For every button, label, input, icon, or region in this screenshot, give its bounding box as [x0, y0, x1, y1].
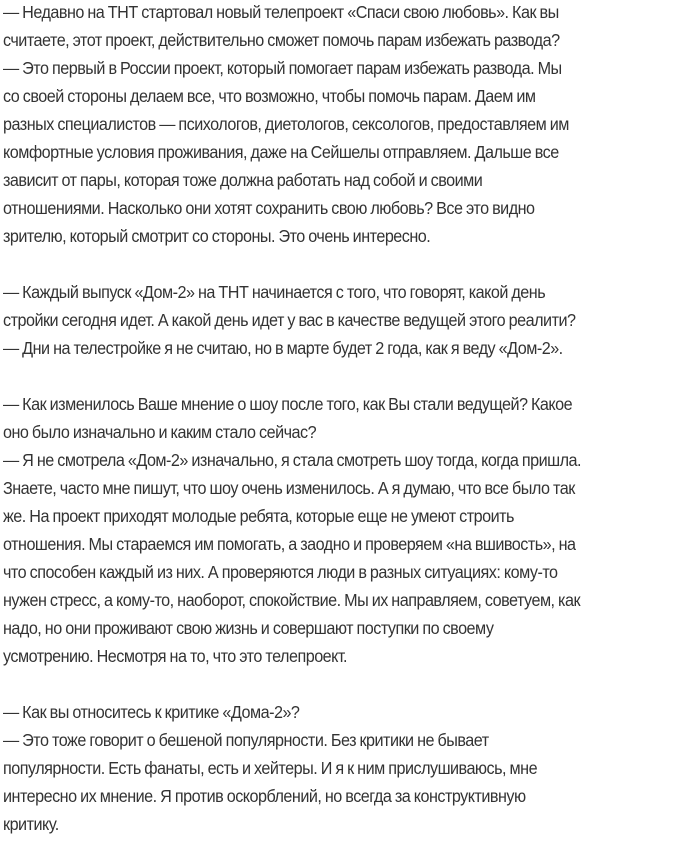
answer-line: популярности. Есть фанаты, есть и хейтеры. И я к ним прислушиваюсь, мне — [3, 758, 538, 778]
answer-line: Знаете, часто мне пишут, что шоу очень изменилось. А я думаю, что все было так — [3, 478, 575, 498]
answer-line: отношения. Мы стараемся им помогать, а заодно и проверяем «на вшивость», на — [3, 534, 576, 554]
answer-line: что способен каждый из них. А проверяются люди в разных ситуациях: кому-то — [3, 562, 558, 582]
answer-line: надо, но они проживают свою жизнь и совершают поступки по своему — [3, 618, 494, 638]
answer-line: нужен стресс, а кому-то, наоборот, спокойствие. Мы их направляем, советуем, как — [3, 590, 581, 610]
answer-line: же. На проект приходят молодые ребята, которые еще не умеют строить — [3, 506, 514, 526]
question-line: — Как вы относитесь к критике «Дома-2»? — [3, 702, 300, 722]
answer-line: усмотрению. Несмотря на то, что это телепроект. — [3, 646, 347, 666]
answer-line: разных специалистов — психологов, диетологов, сексологов, предоставляем им — [3, 114, 569, 134]
qa-block-new-show — [3, 0, 654, 250]
qa-block-days-hosting — [3, 278, 654, 362]
question-line: — Каждый выпуск «Дом-2» на ТНТ начинается с того, что говорят, какой день — [3, 282, 546, 302]
answer-line: — Это первый в России проект, который помогает парам избежать развода. Мы — [3, 58, 562, 78]
qa-block-criticism — [3, 698, 654, 838]
answer-line: — Это тоже говорит о бешеной популярности. Без критики не бывает — [3, 730, 489, 750]
answer-line: отношениями. Насколько они хотят сохранить свою любовь? Все это видно — [3, 198, 535, 218]
answer-line: зрителю, который смотрит со стороны. Это очень интересно. — [3, 226, 431, 246]
answer-line: комфортные условия проживания, даже на Сейшелы отправляем. Дальше все — [3, 142, 559, 162]
qa-block-opinion-change — [3, 390, 654, 670]
question-line: стройки сегодня идет. А какой день идет у вас в качестве ведущей этого реалити? — [3, 310, 576, 330]
interview-article — [3, 0, 654, 866]
question-line: оно было изначально и каким стало сейчас? — [3, 422, 317, 442]
answer-line: — Я не смотрела «Дом-2» изначально, я стала смотреть шоу тогда, когда пришла. — [3, 450, 581, 470]
answer-line: интересно их мнение. Я против оскорблений, но всегда за конструктивную — [3, 786, 526, 806]
question-line: — Как изменилось Ваше мнение о шоу после того, как Вы стали ведущей? Какое — [3, 394, 573, 414]
answer-line: — Дни на телестройке я не считаю, но в марте будет 2 года, как я веду «Дом-2». — [3, 338, 563, 358]
answer-line: зависит от пары, которая тоже должна работать над собой и своими — [3, 170, 483, 190]
answer-line: критику. — [3, 814, 59, 834]
question-line: — Недавно на ТНТ стартовал новый телепроект «Спаси свою любовь». Как вы — [3, 2, 559, 22]
answer-line: со своей стороны делаем все, что возможно, чтобы помочь парам. Даем им — [3, 86, 536, 106]
question-line: считаете, этот проект, действительно сможет помочь парам избежать развода? — [3, 30, 560, 50]
